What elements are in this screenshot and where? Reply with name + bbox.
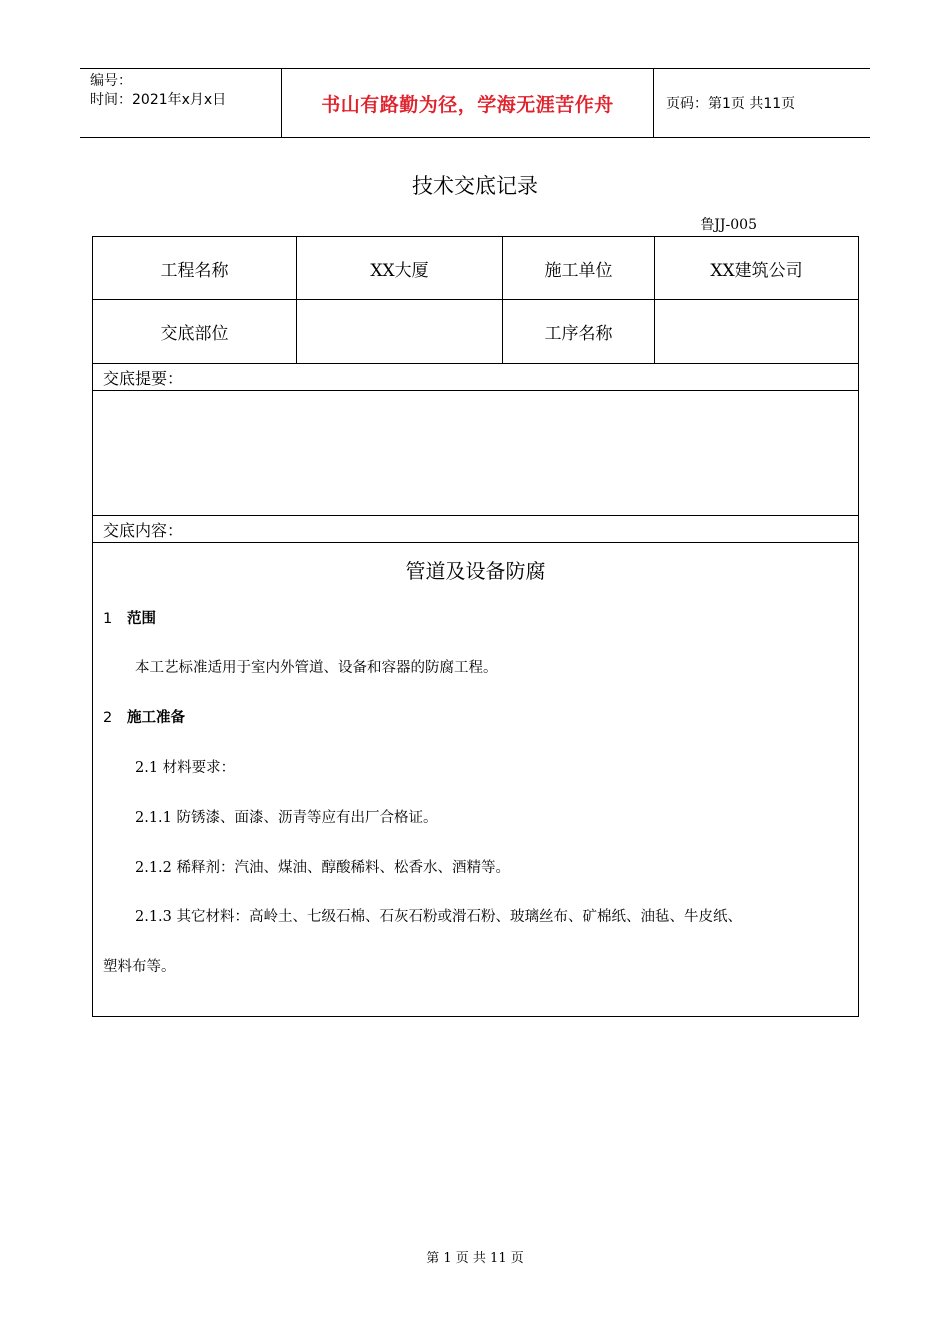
project-name-value: XX大厦 <box>296 237 502 299</box>
construction-unit-value: XX建筑公司 <box>654 237 858 299</box>
process-name-value <box>654 300 858 363</box>
summary-label: 交底提要： <box>103 369 184 388</box>
disclosure-location-label: 交底部位 <box>160 324 229 344</box>
form-row-project <box>93 237 858 300</box>
disclosure-location-value <box>296 300 502 363</box>
content-body <box>93 543 858 1016</box>
document-number-label: 编号： <box>90 73 132 89</box>
project-name-label: 工程名称 <box>160 260 229 281</box>
form-row-location <box>93 300 858 364</box>
content-label: 交底内容： <box>103 521 184 540</box>
header-page-number: 页码：第1页 共11页 <box>666 96 796 112</box>
disclosure-form <box>92 236 859 1017</box>
document-title: 技术交底记录 <box>412 174 538 198</box>
section-2-heading <box>103 706 185 727</box>
header-page-info <box>654 69 870 137</box>
summary-body <box>93 391 858 516</box>
document-date: 时间：2021年x月x日 <box>90 92 227 108</box>
item-2-1-3-line-1: 2.1.3 其它材料：高岭土、七级石棉、石灰石粉或滑石粉、玻璃丝布、矿棉纸、油毡、牛皮纸、 <box>135 909 742 925</box>
item-2-1-1: 2.1.1 防锈漆、面漆、沥青等应有出厂合格证。 <box>135 810 438 826</box>
header-meta <box>80 69 282 137</box>
section-2-title: 施工准备 <box>127 710 185 726</box>
section-1-heading <box>103 607 156 628</box>
content-title: 管道及设备防腐 <box>405 559 546 583</box>
page-footer: 第 1 页 共 11 页 <box>426 1251 524 1266</box>
header-motto: 书山有路勤为径，学海无涯苦作舟 <box>321 93 614 116</box>
section-1-number: 1 <box>103 611 113 627</box>
item-2-1: 2.1 材料要求： <box>135 760 236 776</box>
section-1-text: 本工艺标准适用于室内外管道、设备和容器的防腐工程。 <box>135 660 498 676</box>
construction-unit-label: 施工单位 <box>502 237 654 299</box>
item-2-1-2: 2.1.2 稀释剂：汽油、煤油、醇酸稀料、松香水、酒精等。 <box>135 860 511 876</box>
page-header <box>80 68 870 138</box>
summary-label-row <box>93 364 858 391</box>
item-2-1-3-line-2: 塑料布等。 <box>103 959 176 975</box>
process-name-label: 工序名称 <box>502 300 654 363</box>
content-label-row <box>93 516 858 543</box>
section-1-title: 范围 <box>127 611 156 627</box>
header-motto-cell <box>282 69 654 137</box>
section-2-number: 2 <box>103 710 113 726</box>
form-code: 鲁JJ-005 <box>700 217 757 233</box>
